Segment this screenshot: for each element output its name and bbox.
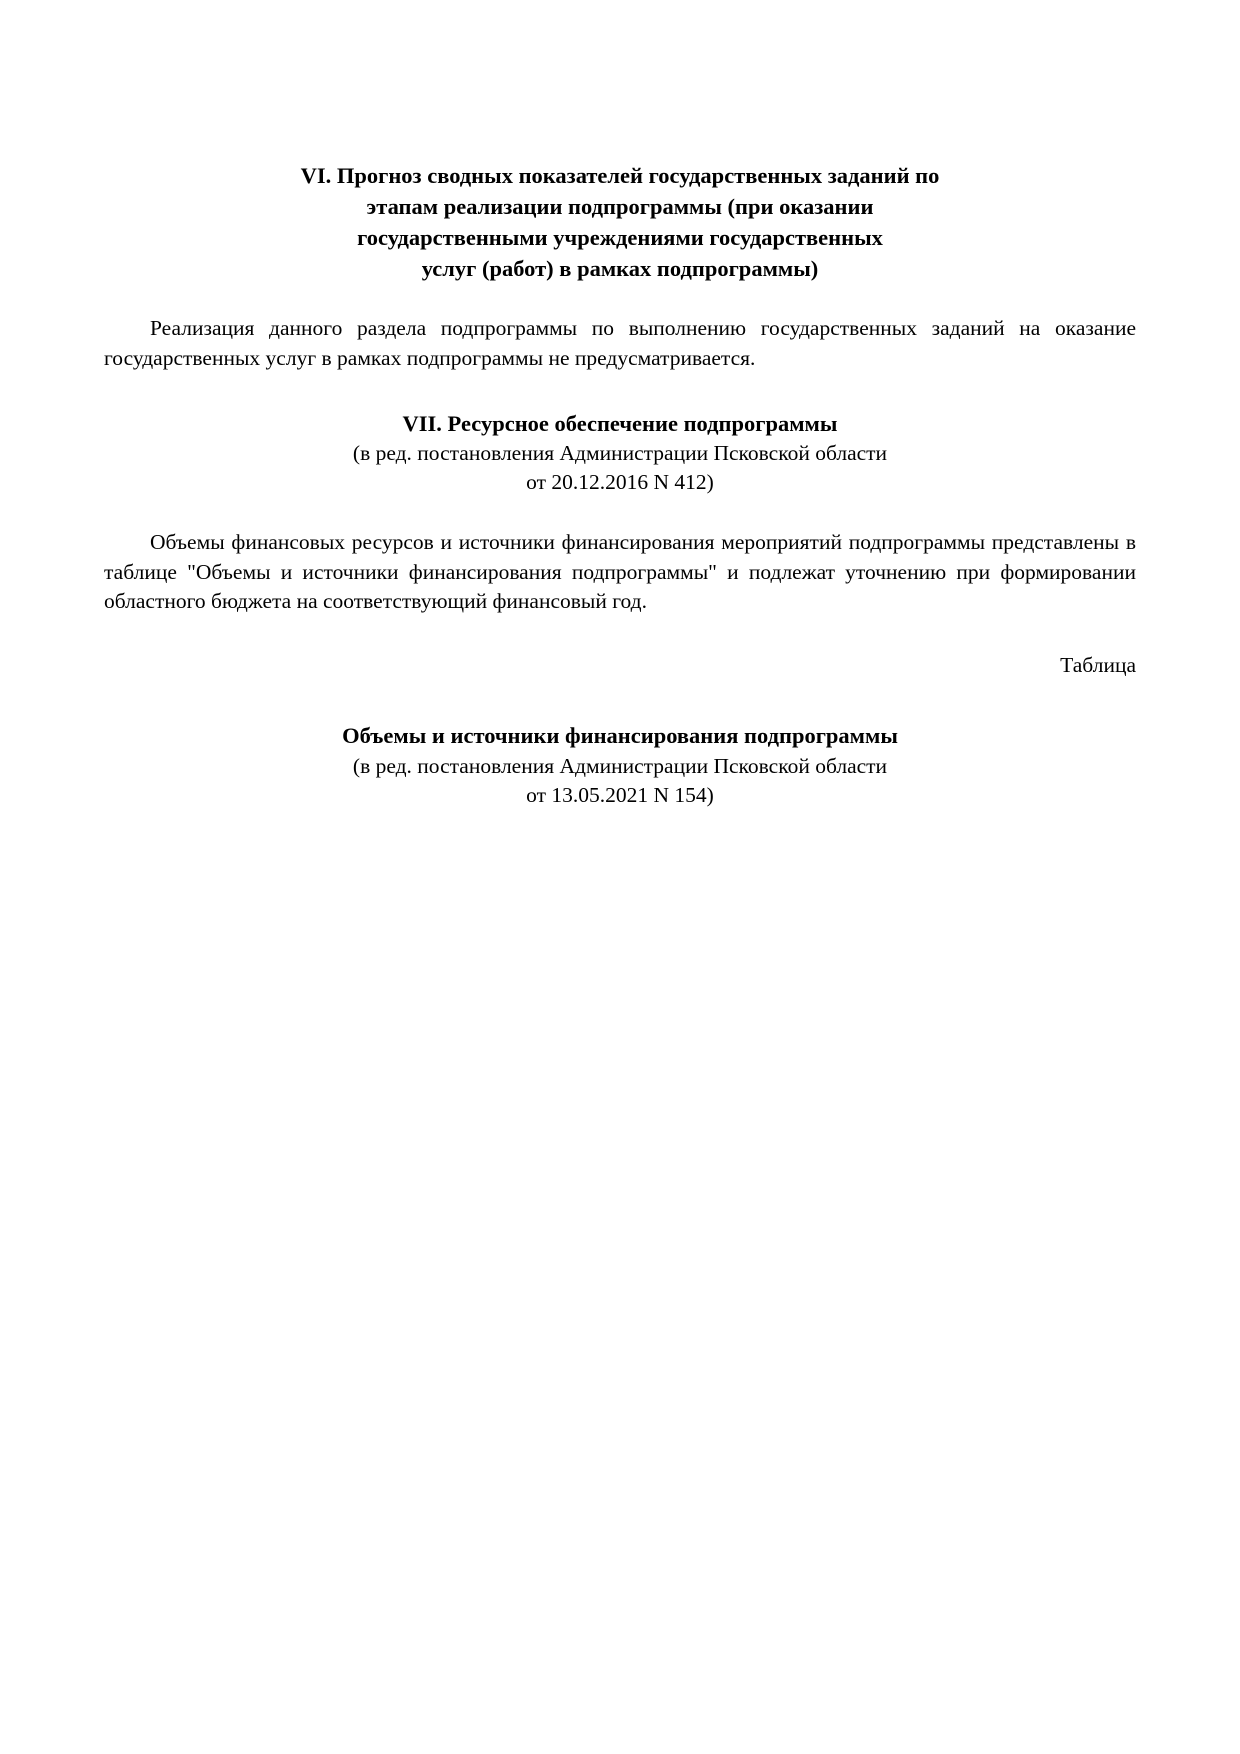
section-vi-heading-line: этапам реализации подпрограммы (при оказании: [366, 194, 874, 220]
section-vii-heading: VII. Ресурсное обеспечение подпрограммы: [402, 410, 838, 436]
section-vii-edit-note-line: (в ред. постановления Администрации Псковской области: [352, 440, 888, 465]
table-label: Таблица: [1060, 652, 1136, 677]
section-vi-heading-line: государственными учреждениями государственных: [357, 225, 883, 251]
section-vii-edit-note: [104, 439, 1136, 498]
section-vi-paragraph: Реализация данного раздела подпрограммы по выполнению государственных заданий на оказание государственных услуг в рамках подпрограммы не предусматривается.: [104, 316, 1136, 370]
table-edit-note-line: (в ред. постановления Администрации Псковской области: [352, 753, 888, 778]
section-vii-paragraph: Объемы финансовых ресурсов и источники финансирования мероприятий подпрограммы представлены в таблице "Объемы и источники финансирования подпрограммы" и подлежат уточнению при формировании областного бюджета на соответствующий финансовый год.: [104, 529, 1136, 614]
table-title: Объемы и источники финансирования подпрограммы: [342, 723, 898, 749]
section-vi-heading-line: VI. Прогноз сводных показателей государственных заданий по: [300, 163, 940, 188]
table-edit-note: [104, 752, 1136, 811]
section-vi-heading-line: услуг (работ) в рамках подпрограммы): [421, 256, 819, 282]
table-edit-note-line: от 13.05.2021 N 154): [526, 783, 714, 808]
section-vii-edit-note-line: от 20.12.2016 N 412): [526, 470, 714, 495]
section-vi-heading: [104, 160, 1136, 284]
